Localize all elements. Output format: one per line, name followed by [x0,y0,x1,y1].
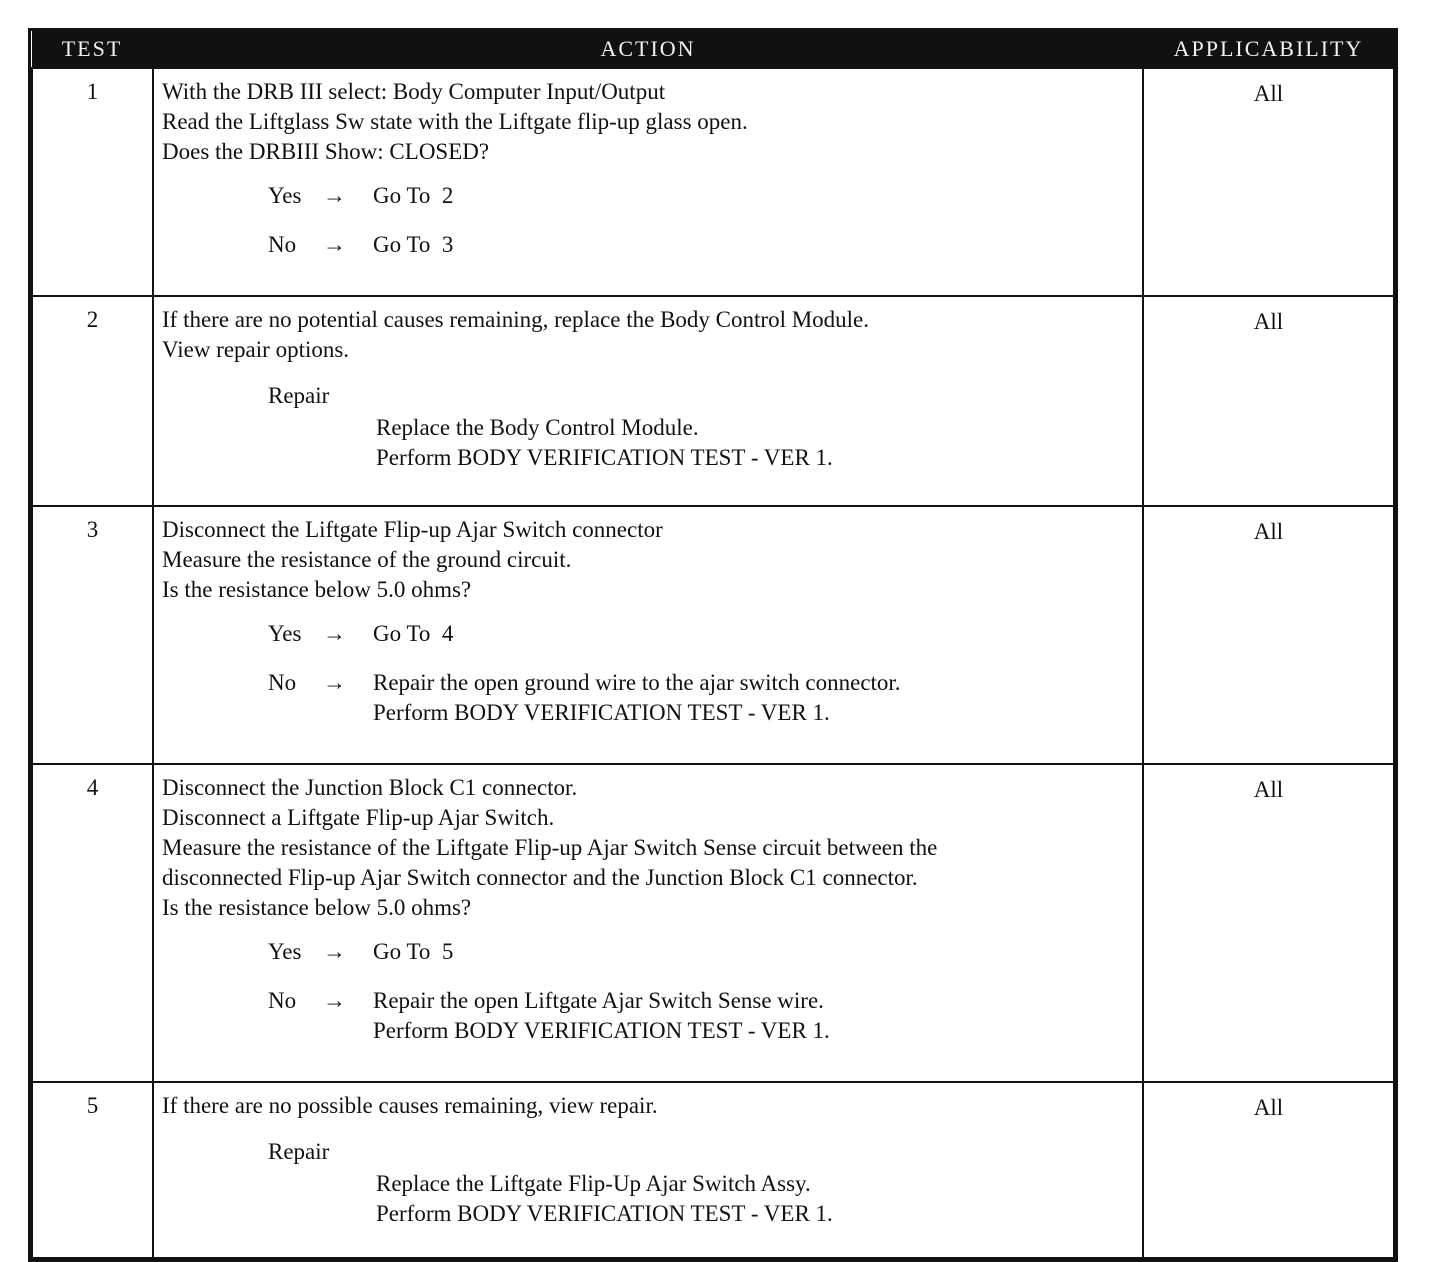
test-number: 2 [32,296,153,506]
yes-answer [268,181,1134,226]
answers [162,181,1134,275]
repair-label: Repair [268,1139,330,1164]
repair-line: Replace the Liftgate Flip-Up Ajar Switch Assy. [376,1171,811,1196]
yes-result: Go To 5 [373,939,454,964]
repair-block [162,381,1134,473]
no-label: No [268,670,297,695]
action-line: Is the resistance below 5.0 ohms? [162,895,472,920]
action-line: Measure the resistance of the Liftgate Flip-up Ajar Switch Sense circuit between the [162,835,938,860]
action-line: View repair options. [162,337,350,362]
repair-lines [376,413,1134,473]
arrow-right-icon: → [323,988,346,1013]
action-line: Disconnect the Liftgate Flip-up Ajar Switch connector [162,517,663,542]
header-row [32,31,1394,68]
no-result-line: Perform BODY VERIFICATION TEST - VER 1. [373,700,830,725]
action-line: If there are no potential causes remaining, replace the Body Control Module. [162,307,870,332]
action-line: Disconnect the Junction Block C1 connector. [162,775,578,800]
arrow-right-icon: → [323,232,346,257]
table-row [32,68,1394,296]
action-line: Disconnect a Liftgate Flip-up Ajar Switch. [162,805,555,830]
no-result: Go To 3 [373,232,454,257]
test-action-table [28,28,1398,1262]
no-label: No [268,988,297,1013]
yes-label: Yes [268,621,302,646]
arrow-right-icon: → [323,621,346,646]
arrow-right-icon: → [323,670,346,695]
arrow-right-icon: → [323,939,346,964]
yes-label: Yes [268,183,302,208]
header-applicability: APPLICABILITY [1143,31,1394,68]
applicability-cell: All [1143,296,1394,506]
no-result-line: Perform BODY VERIFICATION TEST - VER 1. [373,1018,830,1043]
answers [162,619,1134,728]
action-cell [153,296,1143,506]
table-row [32,764,1394,1082]
action-cell [153,68,1143,296]
no-answer [268,668,1134,728]
yes-result: Go To 2 [373,183,454,208]
table-row [32,296,1394,506]
repair-line: Replace the Body Control Module. [376,415,699,440]
applicability-cell: All [1143,1082,1394,1258]
no-result [373,668,901,728]
no-result [373,986,830,1046]
yes-label: Yes [268,939,302,964]
no-result-line: Repair the open Liftgate Ajar Switch Sense wire. [373,988,824,1013]
table-row [32,506,1394,764]
diagnostic-table [31,31,1395,1259]
action-cell [153,764,1143,1082]
no-label: No [268,232,297,257]
action-line: Does the DRBIII Show: CLOSED? [162,139,490,164]
answers [162,937,1134,1046]
no-answer [268,230,1134,275]
action-cell [153,506,1143,764]
action-line: disconnected Flip-up Ajar Switch connector and the Junction Block C1 connector. [162,865,918,890]
test-number: 3 [32,506,153,764]
repair-line: Perform BODY VERIFICATION TEST - VER 1. [376,445,833,470]
no-result-line: Repair the open ground wire to the ajar switch connector. [373,670,901,695]
yes-result: Go To 4 [373,621,454,646]
header-action: ACTION [153,31,1143,68]
no-answer [268,986,1134,1046]
header-test: TEST [32,31,153,68]
yes-answer [268,937,1134,982]
repair-line: Perform BODY VERIFICATION TEST - VER 1. [376,1201,833,1226]
repair-label: Repair [268,383,330,408]
action-cell [153,1082,1143,1258]
repair-lines [376,1169,1134,1229]
action-line: With the DRB III select: Body Computer Input/Output [162,79,666,104]
repair-block [162,1137,1134,1229]
arrow-right-icon: → [323,183,346,208]
action-line: Read the Liftglass Sw state with the Liftgate flip-up glass open. [162,109,748,134]
action-line: Is the resistance below 5.0 ohms? [162,577,472,602]
applicability-cell: All [1143,68,1394,296]
action-line: If there are no possible causes remaining, view repair. [162,1093,658,1118]
test-number: 4 [32,764,153,1082]
test-number: 1 [32,68,153,296]
table-row [32,1082,1394,1258]
action-line: Measure the resistance of the ground circuit. [162,547,572,572]
applicability-cell: All [1143,506,1394,764]
test-number: 5 [32,1082,153,1258]
yes-answer [268,619,1134,664]
applicability-cell: All [1143,764,1394,1082]
